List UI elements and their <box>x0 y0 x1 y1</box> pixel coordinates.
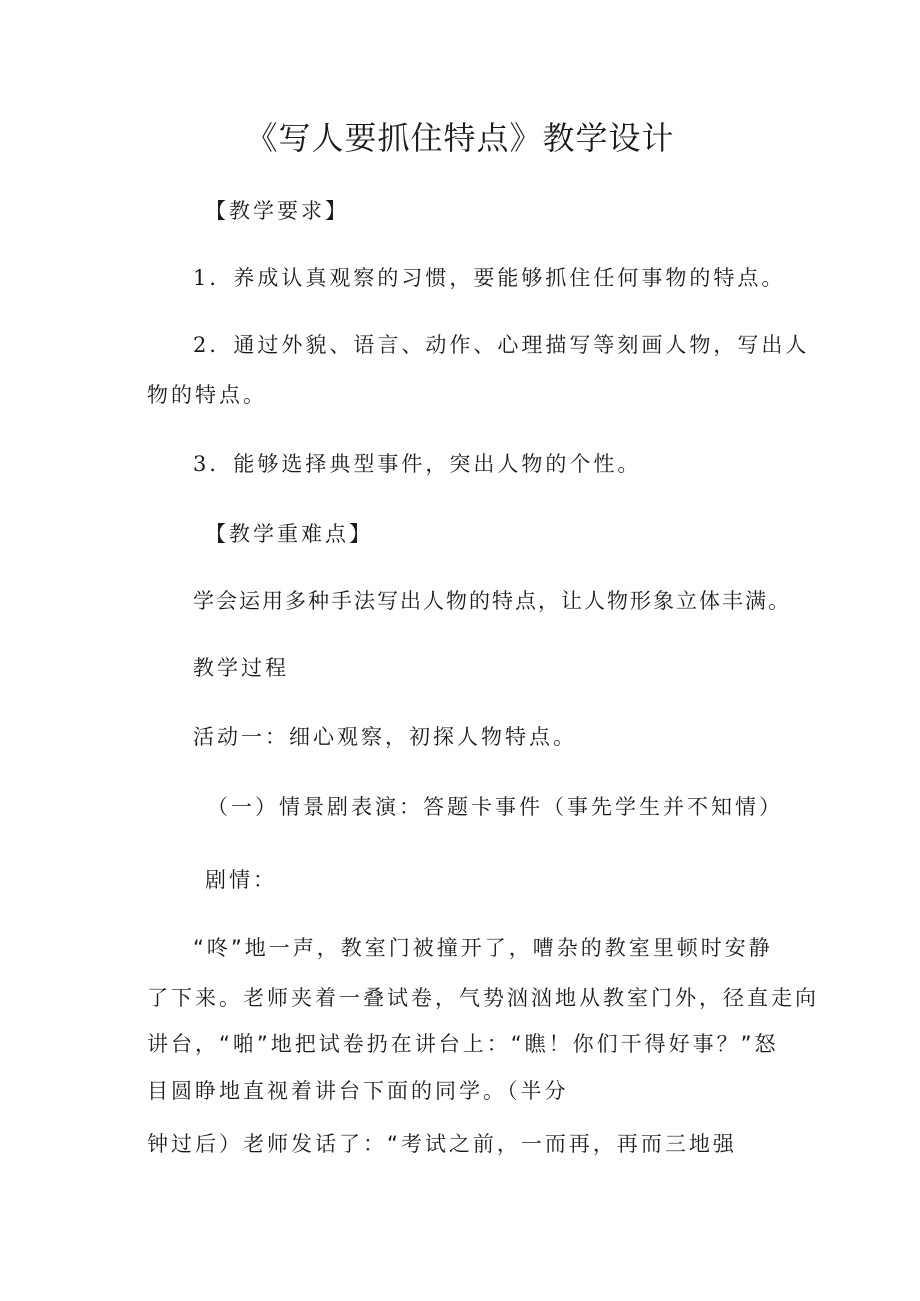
plot-line-3: 讲台，“啪”地把试卷扔在讲台上：“瞧！你们干得好事？”怒 <box>147 1032 779 1056</box>
document-title: 《写人要抓住特点》教学设计 <box>245 119 675 157</box>
requirement-item-2-line-1: 2．通过外貌、语言、动作、心理描写等刻画人物，写出人 <box>193 333 810 357</box>
plot-line-4: 目圆睁地直视着讲台下面的同学。（半分 <box>147 1079 569 1103</box>
key-point-text: 学会运用多种手法写出人物的特点，让人物形象立体丰满。 <box>193 589 791 613</box>
section-heading-key-points: 【教学重难点】 <box>205 522 373 546</box>
section-heading-requirements: 【教学要求】 <box>205 199 349 223</box>
process-heading: 教学过程 <box>193 656 289 680</box>
plot-line-1: “咚”地一声，教室门被撞开了，嘈杂的教室里顿时安静 <box>193 936 773 960</box>
requirement-item-3: 3．能够选择典型事件，突出人物的个性。 <box>193 452 642 476</box>
plot-label: 剧情： <box>205 868 277 892</box>
plot-line-2: 了下来。老师夹着一叠试卷，气势汹汹地从教室门外，径直走向 <box>147 986 819 1010</box>
activity-1-heading: 活动一：细心观察，初探人物特点。 <box>193 725 577 749</box>
sub-heading-1: （一）情景剧表演：答题卡事件（事先学生并不知情） <box>207 795 783 819</box>
requirement-item-2-line-2: 物的特点。 <box>147 383 267 407</box>
plot-line-5: 钟过后）老师发话了：“考试之前，一而再，再而三地强 <box>147 1132 737 1156</box>
requirement-item-1: 1．养成认真观察的习惯，要能够抓住任何事物的特点。 <box>193 266 786 290</box>
